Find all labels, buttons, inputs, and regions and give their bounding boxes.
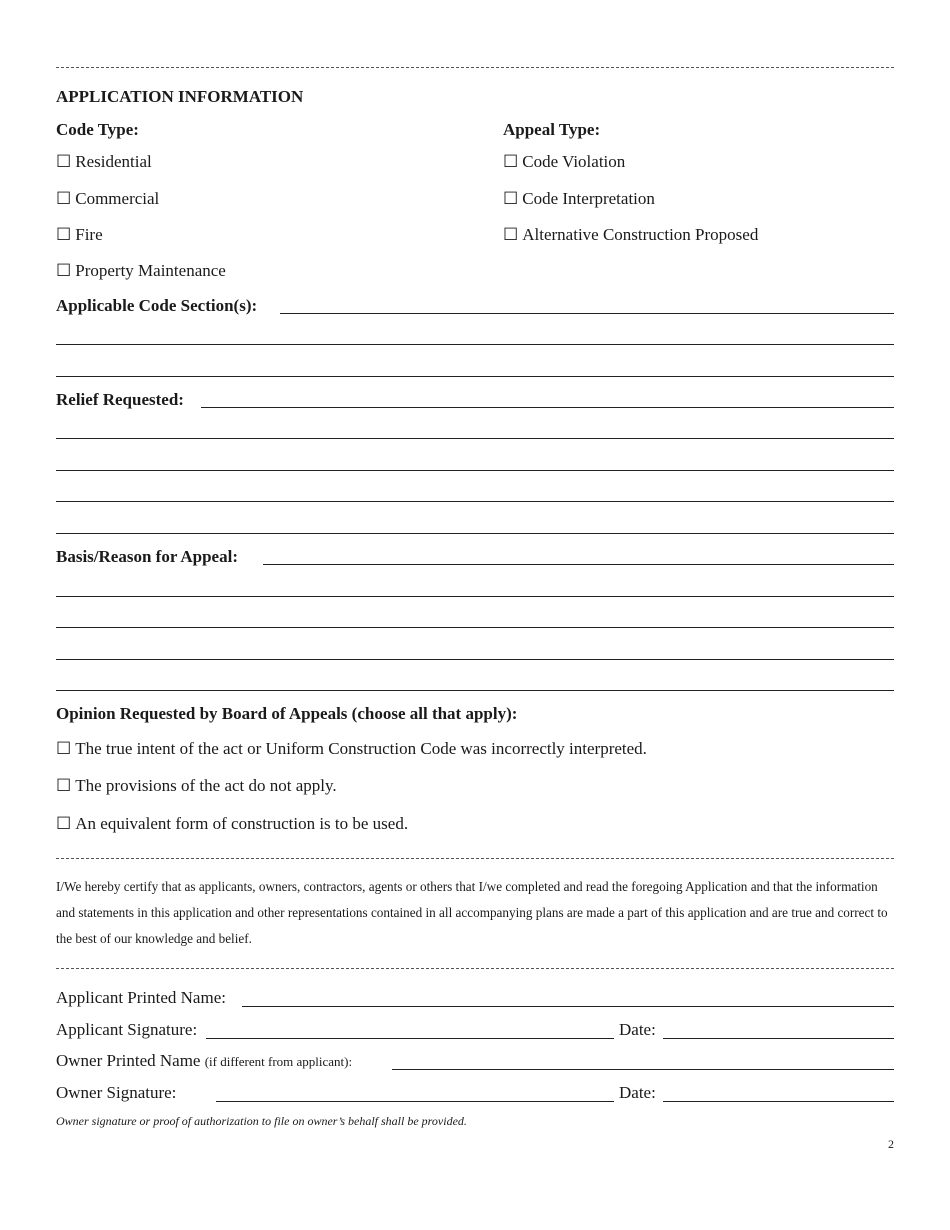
code-type-fire[interactable] — [56, 225, 103, 245]
relief-requested-field-line[interactable] — [56, 438, 894, 439]
relief-requested-field-line[interactable] — [56, 501, 894, 502]
applicant-signature-field[interactable] — [206, 1038, 614, 1039]
checkbox-icon[interactable]: ☐ — [56, 152, 72, 171]
code-type-property-maintenance[interactable] — [56, 261, 226, 281]
checkbox-icon[interactable]: ☐ — [503, 152, 519, 171]
basis-label: Basis/Reason for Appeal: — [56, 547, 238, 566]
basis-field-line[interactable] — [56, 596, 894, 597]
owner-printed-name-label — [56, 1051, 352, 1072]
applicable-code-field-line[interactable] — [56, 344, 894, 345]
applicant-date-field[interactable] — [663, 1038, 894, 1039]
checkbox-icon[interactable]: ☐ — [56, 814, 72, 833]
appeal-type-alternative-construction[interactable] — [503, 225, 758, 245]
option-label: Code Interpretation — [522, 189, 655, 208]
owner-signature-field[interactable] — [216, 1101, 614, 1102]
option-label: An equivalent form of construction is to be used. — [75, 814, 409, 833]
appeal-type-code-interpretation[interactable] — [503, 189, 655, 209]
basis-field-line[interactable] — [56, 659, 894, 660]
appeal-type-label: Appeal Type: — [503, 120, 601, 139]
opinion-option-equivalent-form[interactable] — [56, 814, 408, 834]
option-label: Code Violation — [522, 152, 626, 171]
owner-date-field[interactable] — [663, 1101, 894, 1102]
code-type-label: Code Type: — [56, 120, 139, 139]
applicable-code-field-line[interactable] — [56, 376, 894, 377]
checkbox-icon[interactable]: ☐ — [56, 261, 72, 280]
owner-authorization-note: Owner signature or proof of authorization to file on owner’s behalf shall be provided. — [56, 1114, 467, 1128]
code-type-residential[interactable] — [56, 152, 152, 172]
relief-requested-field-line[interactable] — [56, 533, 894, 534]
applicable-code-field[interactable] — [280, 313, 894, 314]
checkbox-icon[interactable]: ☐ — [56, 776, 72, 795]
owner-printed-name-note: (if different from applicant): — [204, 1054, 353, 1069]
owner-printed-name-field[interactable] — [392, 1069, 894, 1070]
basis-field[interactable] — [263, 564, 894, 565]
applicant-date-label: Date: — [619, 1020, 656, 1039]
page-number: 2 — [888, 1137, 894, 1151]
opinion-label: Opinion Requested by Board of Appeals (choose all that apply): — [56, 704, 518, 723]
applicable-code-label: Applicable Code Section(s): — [56, 296, 258, 315]
option-label: The provisions of the act do not apply. — [75, 776, 337, 795]
appeal-type-code-violation[interactable] — [503, 152, 625, 172]
certification-text: I/We hereby certify that as applicants, owners, contractors, agents or others that I/we completed and read the foregoing Application and that the information and statements in this application and other representations contained in all accompanying plans are made a part of this application and are true and correct to the best of our knowledge and belief. — [56, 879, 888, 946]
checkbox-icon[interactable]: ☐ — [56, 739, 72, 758]
top-separator — [56, 67, 894, 68]
checkbox-icon[interactable]: ☐ — [503, 189, 519, 208]
option-label: Commercial — [75, 189, 160, 208]
code-type-commercial[interactable] — [56, 189, 159, 209]
checkbox-icon[interactable]: ☐ — [56, 189, 72, 208]
relief-requested-label: Relief Requested: — [56, 390, 184, 409]
applicant-printed-name-field[interactable] — [242, 1006, 894, 1007]
applicant-signature-label: Applicant Signature: — [56, 1020, 198, 1039]
option-label: Residential — [75, 152, 152, 171]
certification-separator-bottom — [56, 968, 894, 969]
option-label: Alternative Construction Proposed — [522, 225, 759, 244]
relief-requested-field[interactable] — [201, 407, 894, 408]
option-label: Property Maintenance — [75, 261, 226, 280]
checkbox-icon[interactable]: ☐ — [56, 225, 72, 244]
owner-signature-label: Owner Signature: — [56, 1083, 177, 1102]
section-title: APPLICATION INFORMATION — [56, 87, 304, 106]
owner-date-label: Date: — [619, 1083, 656, 1102]
certification-separator-top — [56, 858, 894, 859]
opinion-option-incorrectly-interpreted[interactable] — [56, 739, 647, 759]
applicant-printed-name-label: Applicant Printed Name: — [56, 988, 226, 1007]
checkbox-icon[interactable]: ☐ — [503, 225, 519, 244]
option-label: Fire — [75, 225, 103, 244]
opinion-option-do-not-apply[interactable] — [56, 776, 337, 796]
owner-printed-name-text: Owner Printed Name — [56, 1051, 201, 1070]
basis-field-line[interactable] — [56, 690, 894, 691]
basis-field-line[interactable] — [56, 627, 894, 628]
option-label: The true intent of the act or Uniform Construction Code was incorrectly interpreted. — [75, 739, 647, 758]
relief-requested-field-line[interactable] — [56, 470, 894, 471]
